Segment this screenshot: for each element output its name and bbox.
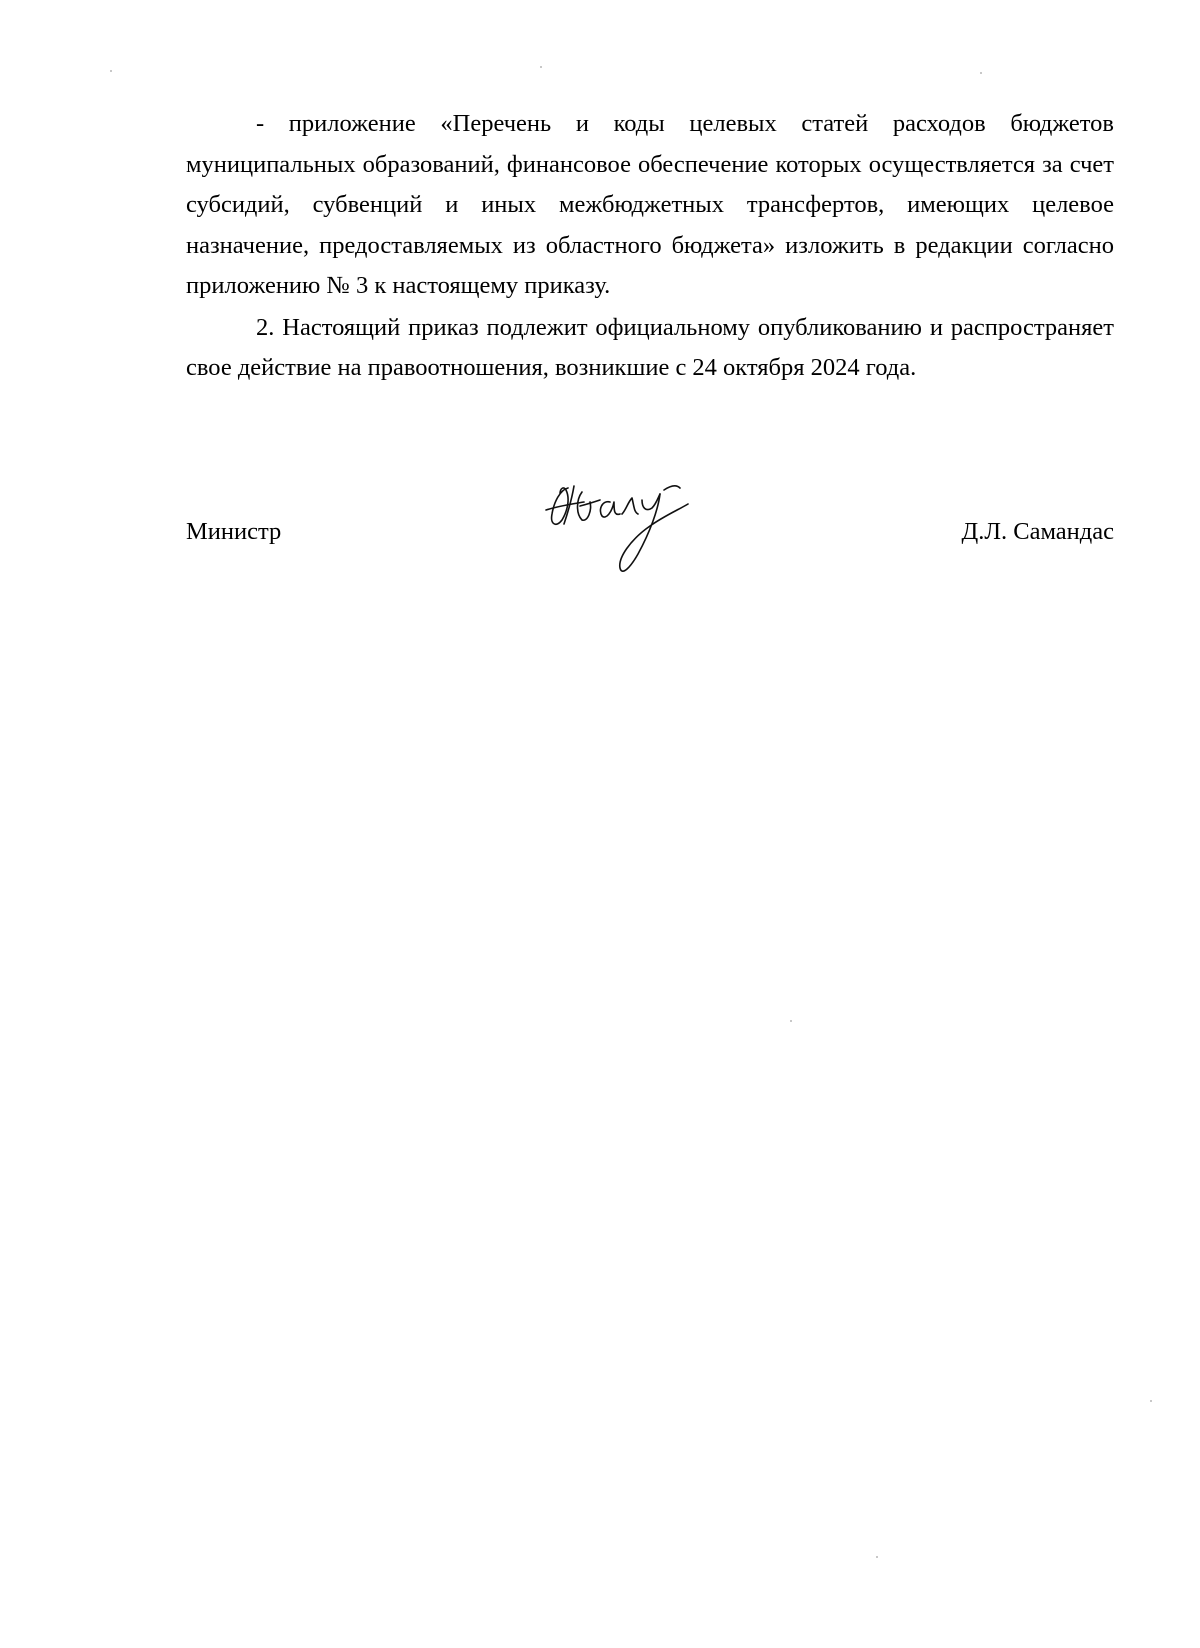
paragraph-publication-clause: 2. Настоящий приказ подлежит официальному опубликованию и распространяет свое действие на правоотношения, возникшие с 24 октября 2024 года.: [186, 313, 1114, 381]
scan-artifact: [876, 1556, 878, 1558]
signer-name: Д.Л. Самандас: [961, 518, 1114, 545]
document-body: [186, 104, 1114, 389]
scan-artifact: [980, 72, 982, 74]
scan-artifact: [540, 66, 542, 68]
paragraph-appendix-clause: - приложение «Перечень и коды целевых статей расходов бюджетов муниципальных образований, финансовое обеспечение которых осуществляется за счет субсидий, субвенций и иных межбюджетных трансфертов, имеющих целевое назначение, предоставляемых из областного бюджета» изложить в редакции согласно приложению № 3 к настоящему приказу.: [186, 110, 1114, 299]
scan-artifact: [110, 70, 112, 72]
signer-position: Министр: [186, 518, 282, 545]
scan-artifact: [790, 1020, 792, 1022]
scan-artifact: [1150, 1400, 1152, 1402]
handwritten-signature: [538, 480, 718, 590]
